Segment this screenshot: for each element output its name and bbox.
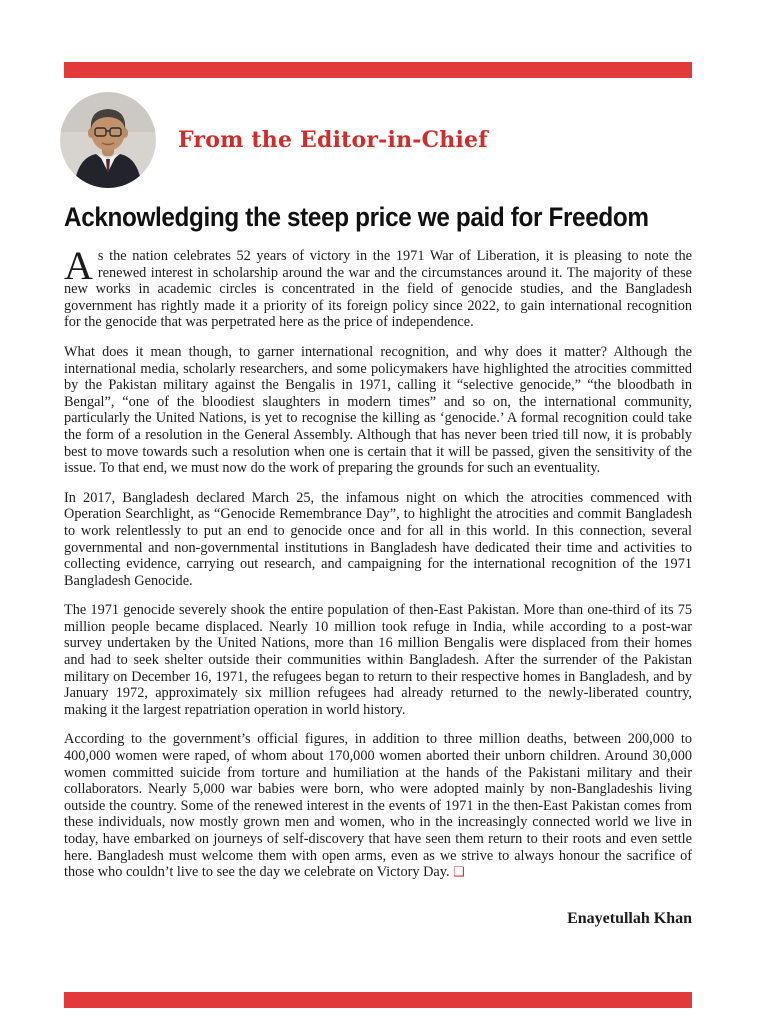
masthead	[64, 92, 692, 188]
paragraph-1-text: s the nation celebrates 52 years of victory in the 1971 War of Liberation, it is pleasing to note the renewed interest in scholarship around the war and the circumstances around it. The majority of these new works in academic circles is concentrated in the field of genocide studies, and the Bangladesh government has rightly made it a priority of its foreign policy since 2022, to gain international recognition for the genocide that was perpetrated here as the price of independence.	[64, 248, 692, 331]
paragraph-1	[64, 243, 692, 331]
end-of-article-icon: ❑	[453, 864, 465, 880]
paragraph-3-text: In 2017, Bangladesh declared March 25, the infamous night on which the atrocities commenced with Operation Searchlight, as “Genocide Remembrance Day”, to highlight the atrocities and commit Bangladesh to work relentlessly to put an end to genocide once and for all in this world. In this connection, several governmental and non-governmental institutions in Bangladesh have dedicated their time and activities to collecting evidence, carrying out research, and campaigning for the international recognition of the 1971 Bangladesh Genocide.	[64, 489, 692, 589]
paragraph-5	[64, 731, 692, 880]
paragraph-4-text: The 1971 genocide severely shook the entire population of then-East Pakistan. More than one-third of its 75 million people became displaced. Nearly 10 million took refuge in India, while according to a post-war survey undertaken by the United Nations, more than 16 million Bengalis were displaced from their homes and had to seek shelter outside their communities within Bangladesh. After the surrender of the Pakistan military on December 16, 1971, the refugees began to return to their respective homes in Bangladesh, and by January 1972, approximately six million refugees had already returned to the newly-liberated country, making it the largest repatriation operation in world history.	[64, 602, 692, 718]
paragraph-2-text: What does it mean though, to garner international recognition, and why does it matter? Although the international media, scholarly researchers, and some policymakers have highlighted the atrocities committed by the Pakistan military against the Bengalis in 1971, calling it “selective genocide,” “the bloodbath in Bengal”, “one of the bloodiest slaughters in modern times” and so on, the international community, particularly the United Nations, is yet to recognise the killing as ‘genocide.’ A formal recognition could take the form of a resolution in the General Assembly. Although that has never been tried till now, it is probably best to move towards such a resolution when one is certain that it will be passed, given the sensitivity of the issue. To that end, we must now do the work of preparing the grounds for such an eventuality.	[64, 343, 692, 477]
paragraph-3	[64, 490, 692, 590]
section-label: From the Editor-in-Chief	[178, 127, 488, 153]
editor-portrait-photo	[60, 92, 156, 188]
top-red-bar	[64, 62, 692, 78]
paragraph-4	[64, 602, 692, 718]
article-headline: Acknowledging the steep price we paid for Freedom	[64, 202, 649, 232]
byline: Enayetullah Khan	[567, 909, 692, 927]
paragraph-5-text: According to the government’s official figures, in addition to three million deaths, between 200,000 to 400,000 women were raped, of whom about 170,000 women aborted their unborn children. Around 30,000 women committed suicide from torture and humiliation at the hands of the Pakistani military and their collaborators. Nearly 5,000 war babies were born, who were adopted mainly by non-Bangladeshis living outside the country. Some of the renewed interest in the events of 1971 in the then-East Pakistan comes from these individuals, now mostly grown men and women, who in the increasingly connected world we live in today, have embarked on journeys of self-discovery that have seen them return to their roots and even settle here. Bangladesh must welcome them with open arms, even as we strive to always honour the sacrifice of those who couldn’t live to see the day we celebrate on Victory Day.	[64, 731, 692, 881]
paragraph-2	[64, 344, 692, 477]
article-body	[64, 243, 692, 894]
portrait-avatar-icon	[60, 92, 156, 188]
bottom-red-bar	[64, 992, 692, 1008]
drop-cap: A	[64, 243, 93, 288]
